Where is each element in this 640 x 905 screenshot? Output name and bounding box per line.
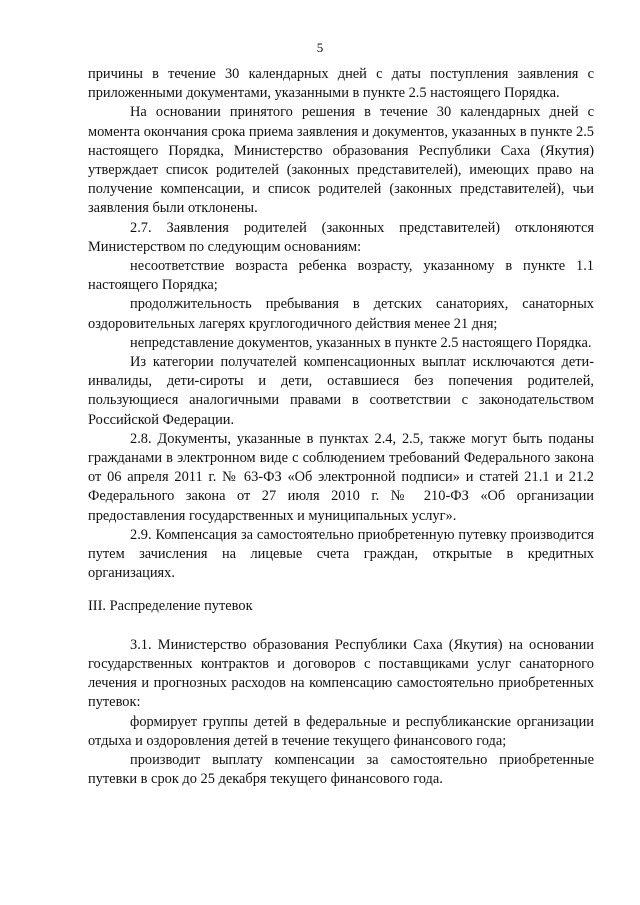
section-heading: III. Распределение путевок [88,598,253,615]
paragraph: На основании принятого решения в течение 30 календарных дней с момента окончания срока приема заявления и документов, указанных в пункте 2.5 настоящего Порядка, Министерство образования Республики Саха (Якутия) утверждает список родителей (законных представителей), имеющих право на получение компенсации, и список родителей (законных представителей), чьи заявления были отклонены. [88,104,594,217]
paragraph: непредставление документов, указанных в пункте 2.5 настоящего Порядка. [130,334,592,351]
page-number: 5 [316,40,324,55]
paragraph: причины в течение 30 календарных дней с даты поступления заявления с приложенными документами, указанными в пункте 2.5 настоящего Порядка. [88,66,594,102]
paragraph: несоответствие возраста ребенка возрасту, указанному в пункте 1.1 настоящего Порядка; [88,258,594,294]
paragraph: 2.8. Документы, указанные в пунктах 2.4, 2.5, также могут быть поданы гражданами в электронном виде с соблюдением требований Федерального закона от 06 апреля 2011 г. № 63-ФЗ «Об электронной подписи» и статей 21.1 и 21.2 Федерального закона от 27 июля 2010 г. № 210-ФЗ «Об организации предоставления государственных и муниципальных услуг». [88,430,594,524]
paragraph: Из категории получателей компенсационных выплат исключаются дети-инвалиды, дети-сироты и дети, оставшиеся без попечения родителей, пользующиеся аналогичными правами в соответствии с законодательством Российской Федерации. [88,354,594,428]
section-paragraph: формирует группы детей в федеральные и республиканские организации отдыха и оздоровления детей в течение текущего финансового года; [88,713,594,749]
document-body [88,65,594,789]
paragraph: продолжительность пребывания в детских санаториях, санаторных оздоровительных лагерях круглогодичного действия менее 21 дня; [88,296,594,332]
section-paragraph: 3.1. Министерство образования Республики Саха (Якутия) на основании государственных контрактов и договоров с поставщиками услуг санаторного лечения и прогнозных расходов на компенсацию самостоятельно приобретенных путевок: [88,636,594,711]
section-paragraph: производит выплату компенсации за самостоятельно приобретенные путевки в срок до 25 декабря текущего финансового года. [88,751,594,788]
paragraph: 2.9. Компенсация за самостоятельно приобретенную путевку производится путем зачисления на лицевые счета граждан, открытые в кредитных организациях. [88,526,594,582]
paragraph: 2.7. Заявления родителей (законных представителей) отклоняются Министерством по следующим основаниям: [88,219,594,255]
